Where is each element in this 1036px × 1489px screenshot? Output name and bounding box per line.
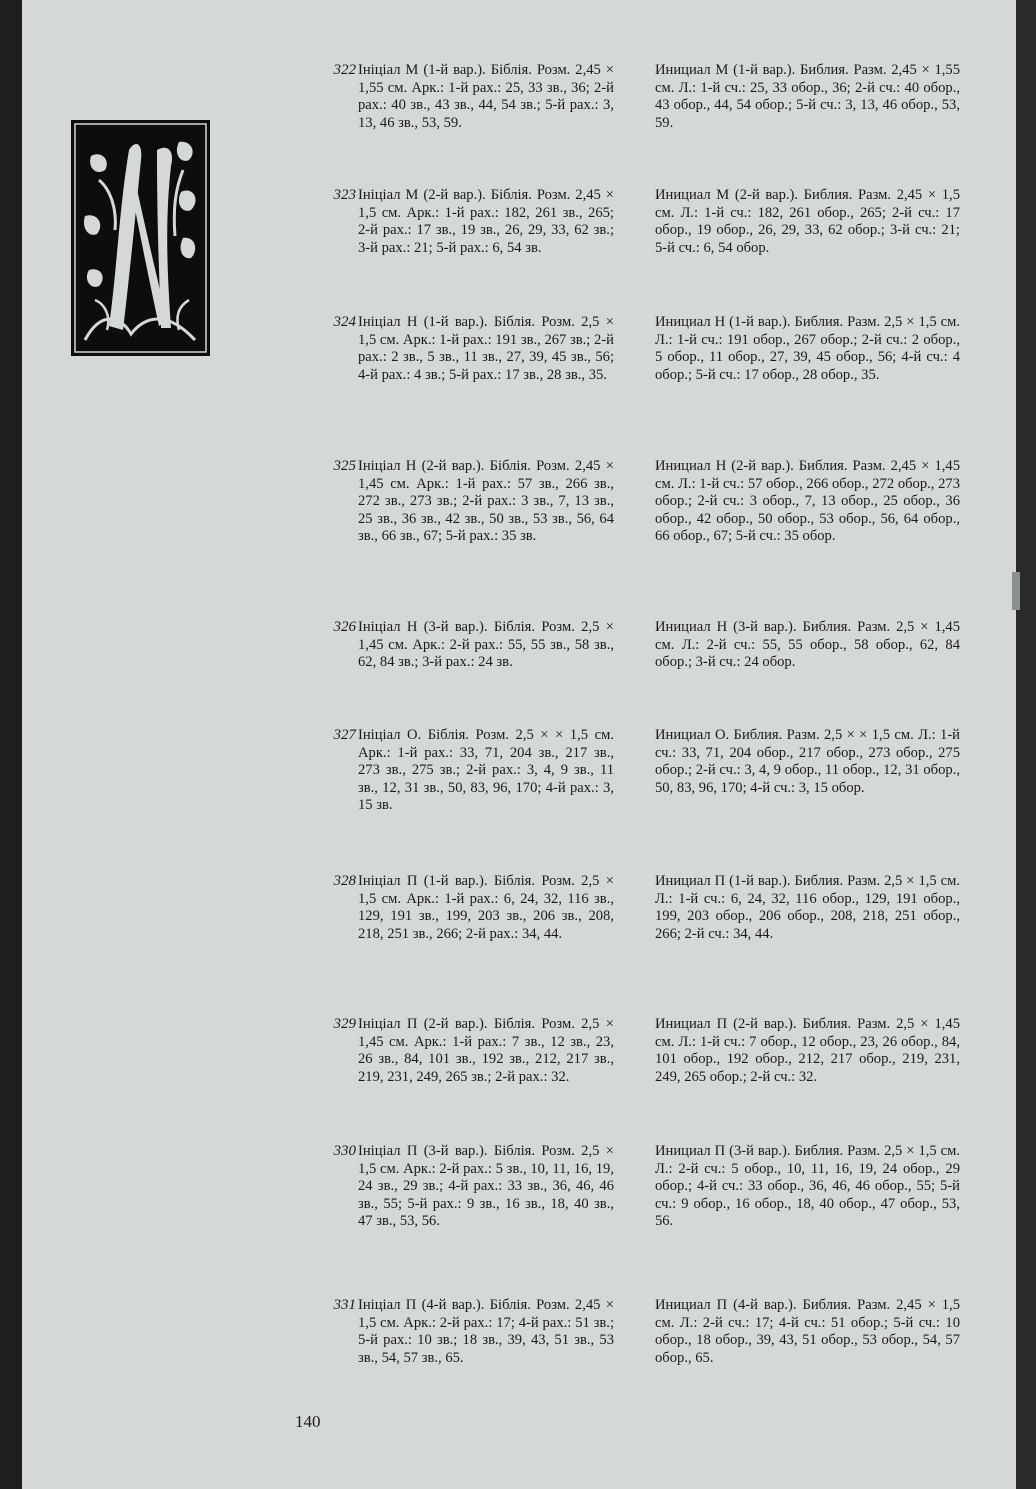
entry-text-ukrainian: Ініціал П (3-й вар.). Біблія. Розм. 2,5 × 1,5 см. Арк.: 2-й рах.: 5 зв., 10, 11, 16, 19, 24 зв., 29 зв.; 4-й рах.: 33 зв., 36, 46, 46 зв., 55; 5-й рах.: 9 зв., 16 зв., 18, 40 зв., 47 зв., 53, 56.	[358, 1143, 614, 1229]
entry-number: 331	[333, 1297, 356, 1313]
entry-text-russian: Инициал О. Библия. Разм. 2,5 × × 1,5 см. Л.: 1-й сч.: 33, 71, 204 обор., 217 обор., 273 обор., 275 обор.; 2-й сч.: 3, 4, 9 обор., 11 обор., 12, 31 обор., 50, 83, 96, 170; 4-й сч.: 3, 15 обор.	[655, 727, 960, 796]
entry-number: 329	[333, 1016, 356, 1032]
letter-m-ornament-icon	[71, 120, 210, 356]
entry-number: 330	[333, 1143, 356, 1159]
entry-number: 323	[333, 187, 356, 203]
entry-text-ukrainian: Ініціал П (4-й вар.). Біблія. Розм. 2,45 × 1,5 см. Арк.: 2-й рах.: 17; 4-й рах.: 51 зв.; 5-й рах.: 10 зв.; 18 зв., 39, 43, 51 зв., 53 зв., 54, 57 зв., 65.	[358, 1297, 614, 1366]
entry-text-ukrainian: Ініціал М (2-й вар.). Біблія. Розм. 2,45 × 1,5 см. Арк.: 1-й рах.: 182, 261 зв., 265; 2-й рах.: 17 зв., 19 зв., 26, 29, 33, 62 зв.; 3-й рах.: 21; 5-й рах.: 6, 54 зв.	[358, 187, 614, 256]
book-spine-edge	[1016, 0, 1036, 1489]
entry-number: 325	[333, 458, 356, 474]
entry-text-ukrainian: Ініціал О. Біблія. Розм. 2,5 × × 1,5 см. Арк.: 1-й рах.: 33, 71, 204 зв., 217 зв., 273 зв., 275 зв.; 2-й рах.: 3, 4, 9 зв., 11 зв., 12, 31 зв., 50, 83, 96, 170; 4-й рах.: 3, 15 зв.	[358, 727, 614, 813]
entry-text-ukrainian: Ініціал П (1-й вар.). Біблія. Розм. 2,5 × 1,5 см. Арк.: 1-й рах.: 6, 24, 32, 116 зв., 129, 191 зв., 199, 203 зв., 206 зв., 208, 218, 251 зв., 266; 2-й рах.: 34, 44.	[358, 873, 614, 942]
entry-text-russian: Инициал Н (1-й вар.). Библия. Разм. 2,5 × 1,5 см. Л.: 1-й сч.: 191 обор., 267 обор.; 2-й сч.: 2 обор., 5 обор., 11 обор., 27, 39, 45 обор., 56; 4-й сч.: 4 обор.; 5-й сч.: 17 обор., 28 обор., 35.	[655, 314, 960, 383]
entry-text-ukrainian: Ініціал Н (3-й вар.). Біблія. Розм. 2,5 × 1,45 см. Арк.: 2-й рах.: 55, 55 зв., 58 зв., 62, 84 зв.; 3-й рах.: 24 зв.	[358, 619, 614, 670]
entry-number: 328	[333, 873, 356, 889]
entry-text-ukrainian: Ініціал Н (2-й вар.). Біблія. Розм. 2,45 × 1,45 см. Арк.: 1-й рах.: 57 зв., 266 зв., 272 зв., 273 зв.; 2-й рах.: 3 зв., 7, 13 зв., 25 зв., 36 зв., 42 зв., 50 зв., 53 зв., 56, 64 зв., 66 зв., 67; 5-й рах.: 35 зв.	[358, 458, 614, 544]
entry-number: 327	[333, 727, 356, 743]
entry-text-russian: Инициал П (1-й вар.). Библия. Разм. 2,5 × 1,5 см. Л.: 1-й сч.: 6, 24, 32, 116 обор., 129, 191 обор., 199, 203 обор., 206 обор., 208, 218, 251 обор., 266; 2-й сч.: 34, 44.	[655, 873, 960, 942]
entry-text-ukrainian: Ініціал Н (1-й вар.). Біблія. Розм. 2,5 × 1,5 см. Арк.: 1-й рах.: 191 зв., 267 зв.; 2-й рах.: 2 зв., 5 зв., 11 зв., 27, 39, 45 зв., 56; 4-й рах.: 4 зв.; 5-й рах.: 17 зв., 28 зв., 35.	[358, 314, 614, 383]
entry-text-ukrainian: Ініціал П (2-й вар.). Біблія. Розм. 2,5 × 1,45 см. Арк.: 1-й рах.: 7 зв., 12 зв., 23, 26 зв., 84, 101 зв., 192 зв., 212, 217 зв., 219, 231, 249, 265 зв.; 2-й рах.: 32.	[358, 1016, 614, 1085]
page-fold-mark	[1012, 572, 1020, 610]
entry-text-russian: Инициал П (2-й вар.). Библия. Разм. 2,5 × 1,45 см. Л.: 1-й сч.: 7 обор., 12 обор., 23, 26 обор., 84, 101 обор., 192 обор., 212, 217 обор., 219, 231, 249, 265 обор.; 2-й сч.: 32.	[655, 1016, 960, 1085]
entry-text-russian: Инициал П (3-й вар.). Библия. Разм. 2,5 × 1,5 см. Л.: 2-й сч.: 5 обор., 10, 11, 16, 19, 24 обор., 29 обор.; 4-й сч.: 33 обор., 36, 46, 46 обор., 55; 5-й сч.: 9 обор., 16 обор., 18, 40 обор., 47 обор., 53, 56.	[655, 1143, 960, 1229]
entry-text-russian: Инициал Н (3-й вар.). Библия. Разм. 2,5 × 1,45 см. Л.: 2-й сч.: 55, 55 обор., 58 обор., 62, 84 обор.; 3-й сч.: 24 обор.	[655, 619, 960, 670]
entry-number: 322	[333, 62, 356, 78]
entry-text-russian: Инициал П (4-й вар.). Библия. Разм. 2,45 × 1,5 см. Л.: 2-й сч.: 17; 4-й сч.: 51 обор.; 5-й сч.: 10 обор., 18 обор., 39, 43, 51 обор., 53 обор., 54, 57 обор., 65.	[655, 1297, 960, 1366]
entry-text-russian: Инициал М (2-й вар.). Библия. Разм. 2,45 × 1,5 см. Л.: 1-й сч.: 182, 261 обор., 265; 2-й сч.: 17 обор., 19 обор., 26, 29, 33, 62 обор.; 3-й сч.: 21; 5-й сч.: 6, 54 обор.	[655, 187, 960, 256]
page-number: 140	[295, 1412, 321, 1431]
entry-number: 324	[333, 314, 356, 330]
entry-text-ukrainian: Ініціал М (1-й вар.). Біблія. Розм. 2,45 × 1,55 см. Арк.: 1-й рах.: 25, 33 зв., 36; 2-й рах.: 40 зв., 43 зв., 44, 54 зв.; 5-й рах.: 3, 13, 46 зв., 53, 59.	[358, 62, 614, 131]
entry-text-russian: Инициал М (1-й вар.). Библия. Разм. 2,45 × 1,55 см. Л.: 1-й сч.: 25, 33 обор., 36; 2-й сч.: 40 обор., 43 обор., 44, 54 обор.; 5-й сч.: 3, 13, 46 обор., 53, 59.	[655, 62, 960, 131]
entry-text-russian: Инициал Н (2-й вар.). Библия. Разм. 2,45 × 1,45 см. Л.: 1-й сч.: 57 обор., 266 обор., 272 обор., 273 обор.; 2-й сч.: 3 обор., 7, 13 обор., 25 обор., 36 обор., 42 обор., 50 обор., 53 обор., 56, 64 обор., 66 обор., 67; 5-й сч.: 35 обор.	[655, 458, 960, 544]
entry-number: 326	[333, 619, 356, 635]
